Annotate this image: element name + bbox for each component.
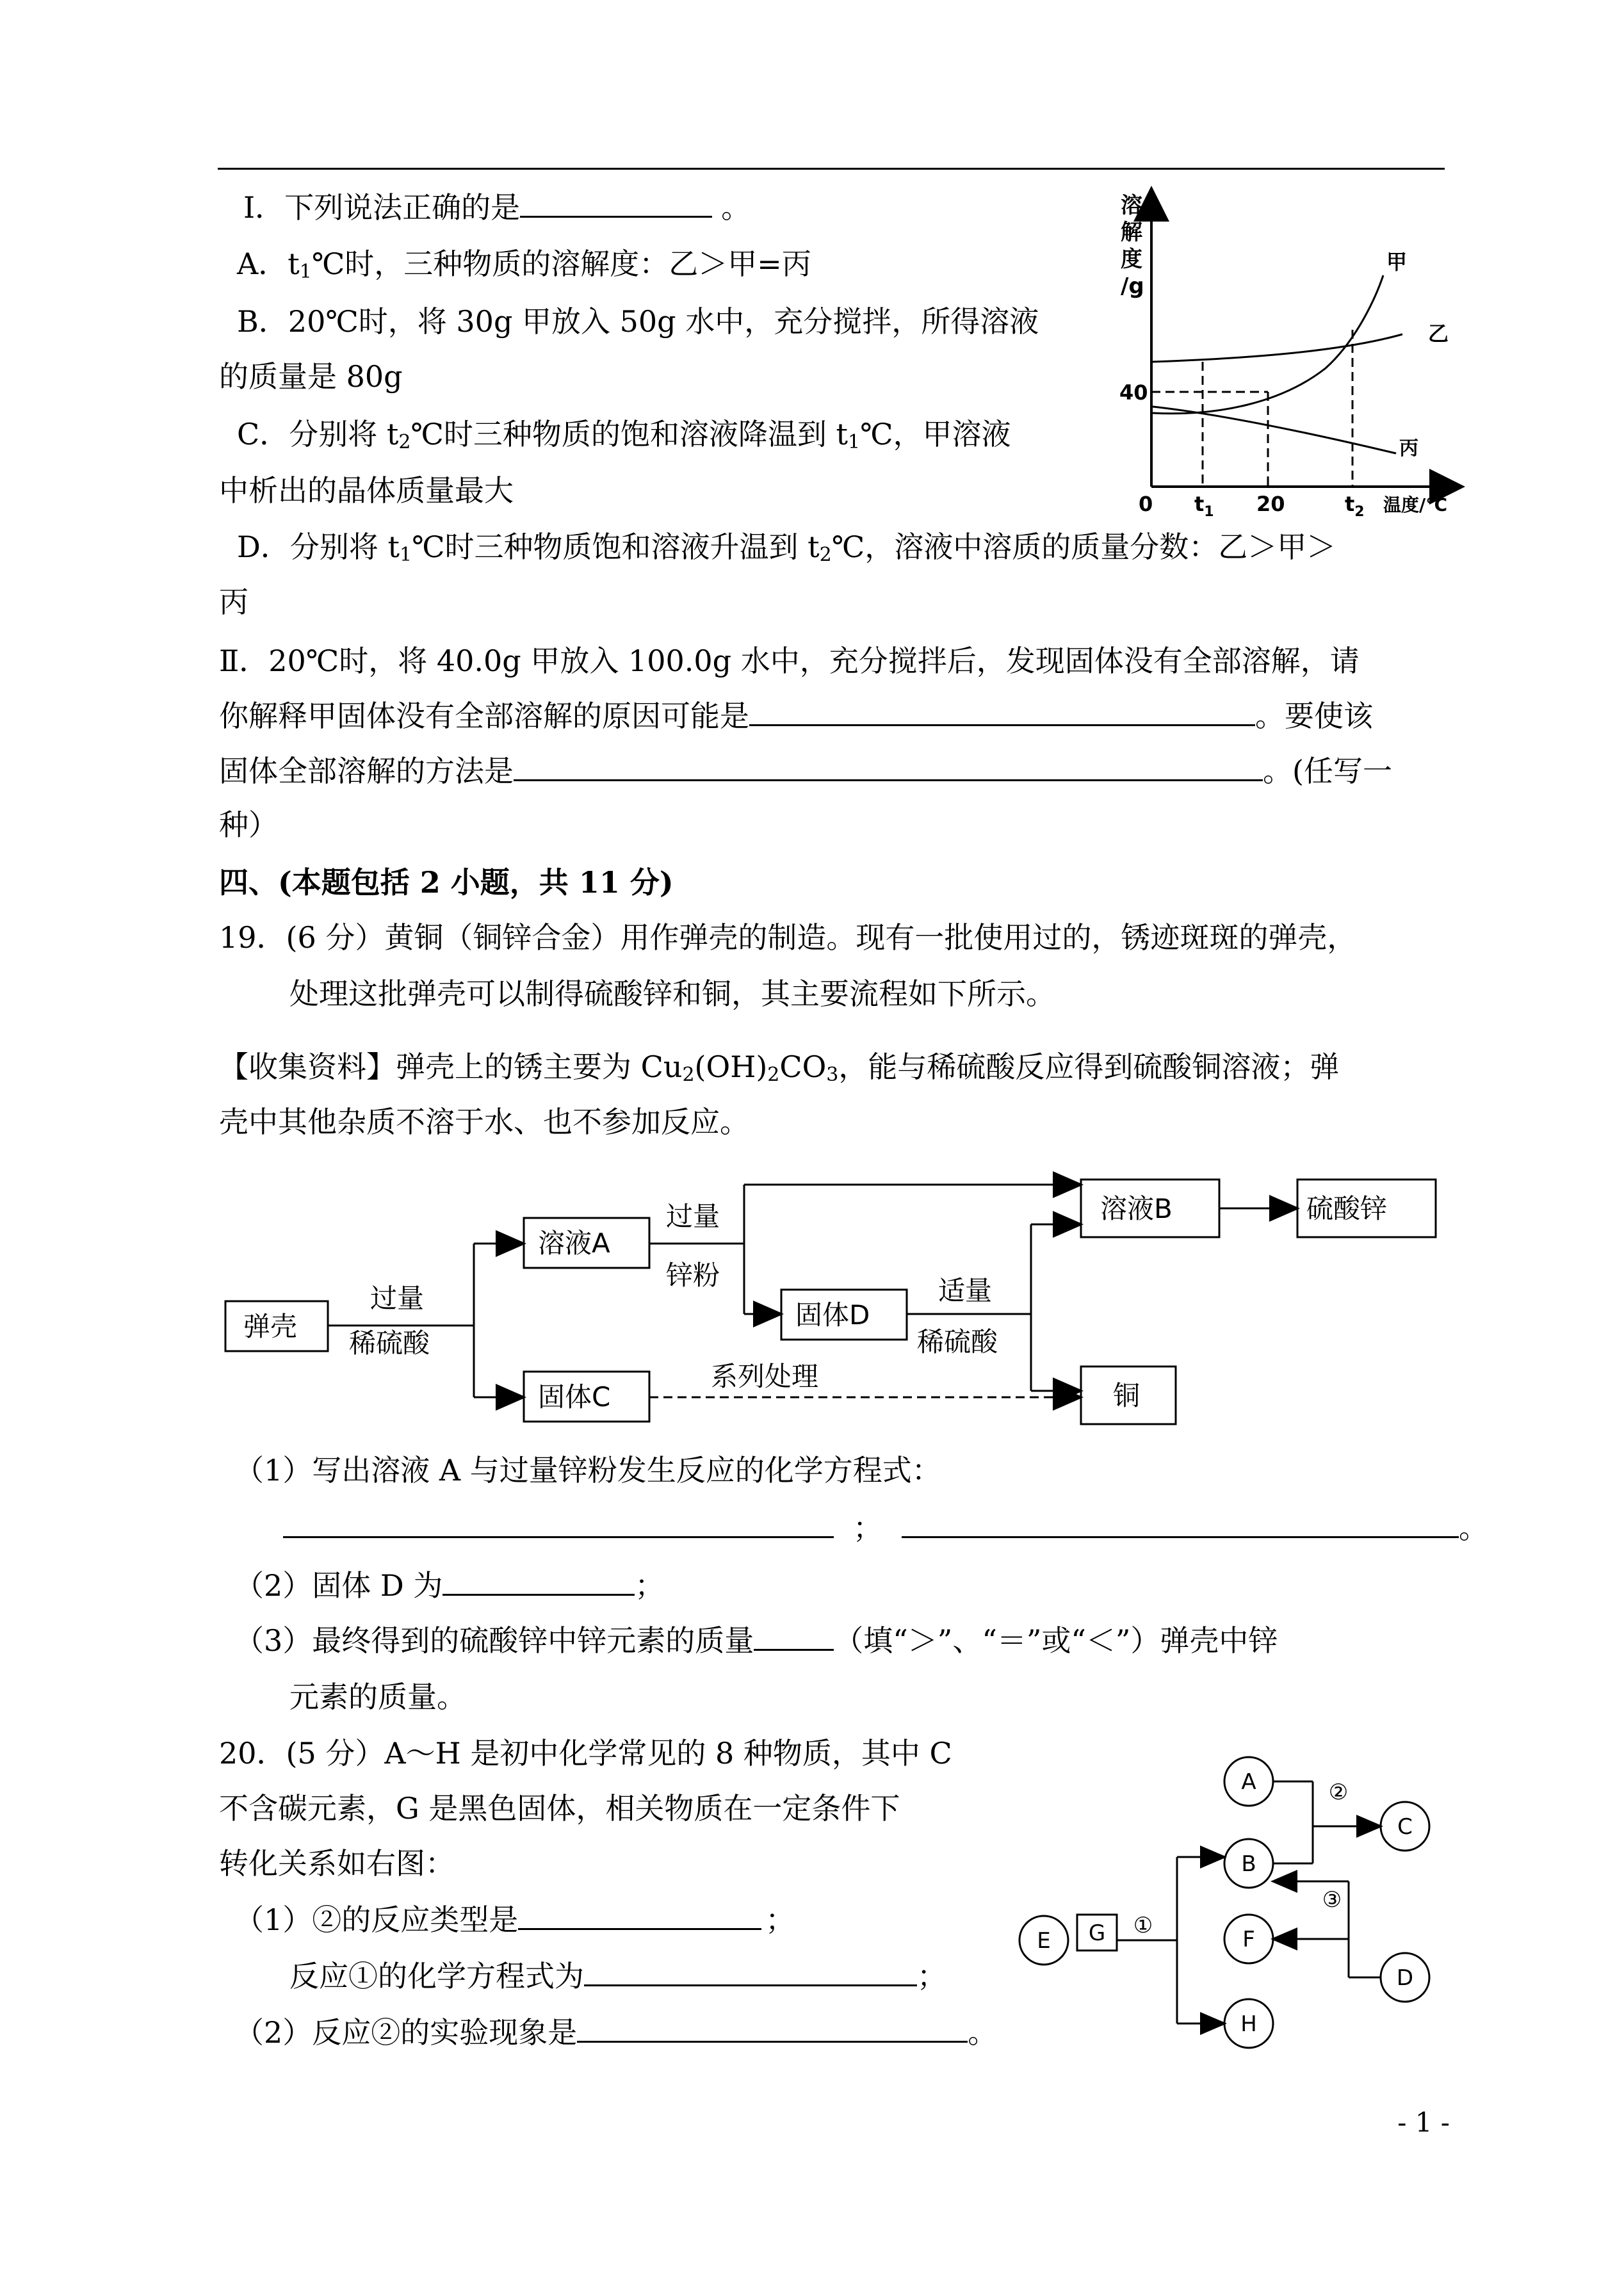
solid-d-blank[interactable] [443, 1568, 635, 1596]
part2-line1: Ⅱ．20℃时，将 40.0g 甲放入 100.0g 水中，充分搅拌后，发现固体没有全部溶解，请 [219, 644, 1360, 678]
svg-text:H: H [1240, 2011, 1257, 2037]
process-flowchart [218, 1165, 1460, 1434]
section-title: 四、(本题包括 2 小题，共 11 分) [219, 865, 674, 900]
reason-blank[interactable] [749, 699, 1255, 726]
svg-text:过量: 过量 [370, 1283, 425, 1314]
q20-sub1: （1）②的反应类型是 ； [234, 1902, 795, 1937]
reaction-type-blank[interactable] [518, 1902, 761, 1930]
option-b-line2: 的质量是 80g [219, 359, 403, 394]
method-blank[interactable] [514, 754, 1263, 781]
svg-text:铜: 铜 [1113, 1380, 1141, 1411]
header-rule [218, 168, 1445, 170]
option-a: A．$t_1℃$时，三种物质的溶解度：乙＞甲=丙 [237, 247, 811, 283]
part2-line3: 固体全部溶解的方法是 。(任写一 [219, 754, 1392, 788]
option-c-line1: C．分别将 $t_2℃$时三种物质的饱和溶液降温到 $t_1℃$，甲溶液 [237, 417, 1011, 453]
svg-text:C: C [1397, 1814, 1413, 1840]
svg-text:D: D [1396, 1965, 1414, 1991]
q19-line2: 处理这批弹壳可以制得硫酸锌和铜，其主要流程如下所示。 [289, 977, 1055, 1011]
svg-text:固体D: 固体D [795, 1299, 870, 1331]
q20-line3: 转化关系如右图： [219, 1846, 455, 1881]
q19-sub3: （3）最终得到的硫酸锌中锌元素的质量 （填“＞”、“＝”或“＜”）弹壳中锌 [234, 1623, 1278, 1658]
y-tick-40: 40 [1119, 380, 1148, 405]
option-b-line1: B．20℃时，将 30g 甲放入 50g 水中，充分搅拌，所得溶液 [237, 304, 1039, 339]
svg-text:③: ③ [1322, 1887, 1342, 1913]
svg-text:A: A [1241, 1769, 1256, 1795]
part2-line4: 种） [219, 807, 278, 842]
y-axis-label: 溶解度/g [1121, 193, 1144, 299]
svg-text:固体C: 固体C [538, 1381, 611, 1413]
q19-sub3-line2: 元素的质量。 [289, 1680, 466, 1714]
q19-sub1-blanks: ； 。 [219, 1510, 1488, 1546]
solubility-chart [1114, 186, 1473, 519]
x-tick-t1: $t_1$ [1194, 492, 1214, 520]
svg-text:E: E [1037, 1928, 1051, 1954]
svg-text:溶液B: 溶液B [1100, 1193, 1173, 1224]
answer-blank[interactable] [520, 190, 712, 218]
equation-blank-2[interactable] [902, 1511, 1459, 1538]
svg-text:②: ② [1328, 1780, 1349, 1805]
x-tick-0: 0 [1139, 492, 1153, 516]
svg-text:溶液A: 溶液A [538, 1228, 610, 1259]
q20-line1: 20．(5 分）A～H 是初中化学常见的 8 种物质，其中 C [219, 1736, 952, 1771]
option-c-line2: 中析出的晶体质量最大 [219, 473, 514, 508]
x-tick-20: 20 [1256, 492, 1285, 516]
q20-sub1-line2: 反应①的化学方程式为 ； [289, 1959, 946, 1993]
relation-diagram [1005, 1729, 1473, 2062]
q19-info-line2: 壳中其他杂质不溶于水、也不参加反应。 [219, 1105, 749, 1139]
phenomenon-blank[interactable] [577, 2015, 968, 2043]
x-axis-label: 温度/℃ [1383, 494, 1448, 515]
series-yi-curve [1153, 334, 1402, 362]
option-d-line2: 丙 [219, 585, 248, 619]
svg-text:B: B [1241, 1851, 1256, 1877]
svg-text:系列处理: 系列处理 [711, 1361, 819, 1392]
q19-sub2: （2）固体 D 为 ； [234, 1568, 665, 1603]
part2-line2: 你解释甲固体没有全部溶解的原因可能是 。要使该 [219, 699, 1373, 733]
svg-text:稀硫酸: 稀硫酸 [349, 1327, 430, 1359]
page-number: - 1 - [1397, 2107, 1450, 2138]
svg-text:适量: 适量 [938, 1275, 993, 1306]
q20-line2: 不含碳元素，G 是黑色固体，相关物质在一定条件下 [219, 1791, 900, 1826]
series-label-bing: 丙 [1399, 437, 1418, 460]
svg-text:锌粉: 锌粉 [666, 1260, 720, 1291]
equation-blank-3[interactable] [584, 1959, 917, 1986]
svg-text:①: ① [1133, 1913, 1153, 1938]
compare-blank[interactable] [754, 1623, 834, 1651]
series-label-yi: 乙 [1428, 321, 1449, 346]
x-tick-t2: $t_2$ [1345, 492, 1365, 520]
equation-blank-1[interactable] [283, 1511, 834, 1538]
question-part1: Ⅰ．下列说法正确的是 。 [243, 190, 751, 225]
svg-text:G: G [1088, 1920, 1106, 1946]
svg-text:F: F [1242, 1927, 1255, 1952]
q19-info: 【收集资料】弹壳上的锈主要为 $Cu_2(OH)_2CO_3$，能与稀硫酸反应得到硫酸铜溶液；弹 [219, 1050, 1340, 1086]
svg-text:过量: 过量 [666, 1201, 720, 1232]
svg-text:弹壳: 弹壳 [243, 1311, 298, 1342]
q19-line1: 19．(6 分）黄铜（铜锌合金）用作弹壳的制造。现有一批使用过的，锈迹斑斑的弹壳， [219, 920, 1357, 955]
q19-sub1: （1）写出溶液 A 与过量锌粉发生反应的化学方程式： [234, 1453, 941, 1488]
option-d-line1: D．分别将 $t_1℃$时三种物质饱和溶液升温到 $t_2℃$，溶液中溶质的质量分数：乙＞甲＞ [237, 530, 1336, 566]
series-label-jia: 甲 [1386, 250, 1408, 274]
svg-text:稀硫酸: 稀硫酸 [917, 1326, 998, 1358]
svg-text:硫酸锌: 硫酸锌 [1306, 1193, 1388, 1224]
q20-sub2: （2）反应②的实验现象是 。 [234, 2015, 998, 2050]
